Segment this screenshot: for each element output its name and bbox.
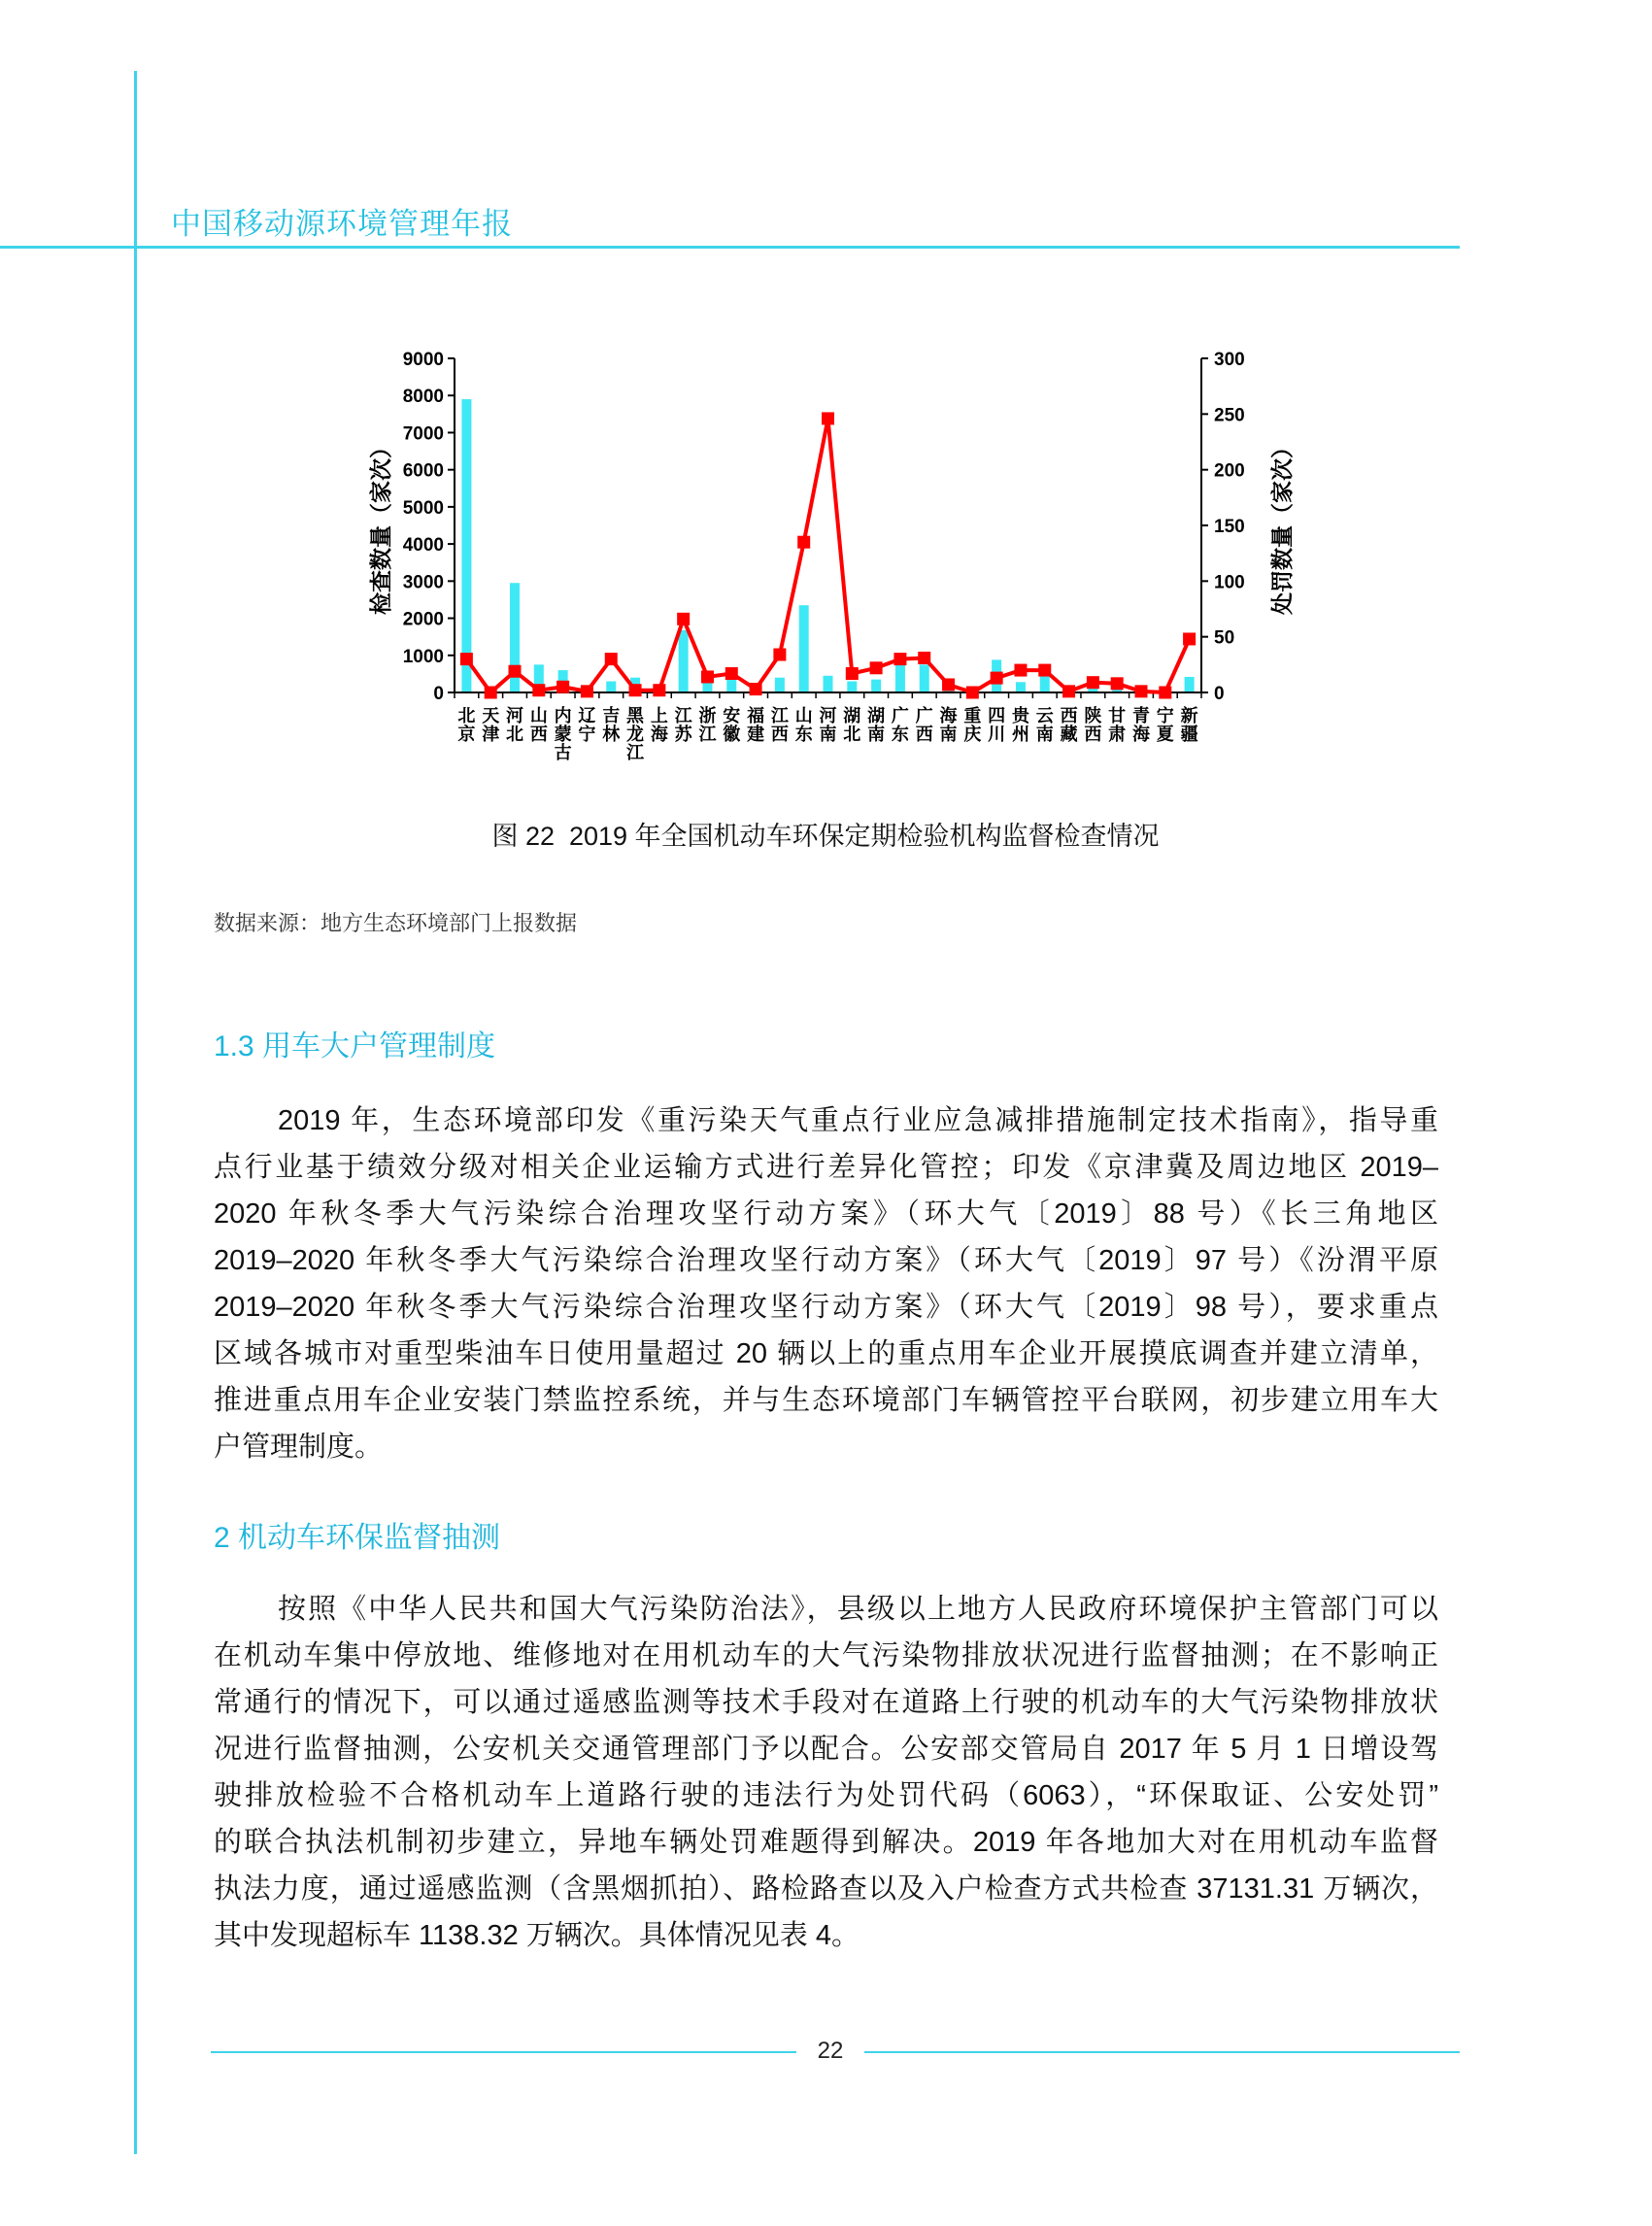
line-marker — [556, 681, 569, 693]
y-tick-label-right: 250 — [1214, 405, 1245, 426]
y-tick-label-left: 7000 — [402, 423, 444, 445]
x-tick-label: 山西 — [529, 706, 548, 744]
line-marker — [773, 649, 786, 661]
line-marker — [1134, 685, 1147, 697]
x-tick-label: 内蒙古 — [554, 706, 572, 762]
paragraph-2 — [214, 1586, 1438, 1959]
y-tick-label-left: 0 — [433, 684, 444, 704]
paragraph-line: 按照《中华人民共和国大气污染防治法》，县级以上地方人民政府环境保护主管部门可以 — [278, 1594, 1438, 1625]
line-marker — [581, 685, 593, 697]
x-tick-label: 黑龙江 — [626, 706, 645, 762]
y-tick-label-left: 5000 — [402, 497, 444, 519]
x-tick-label: 广东 — [891, 706, 909, 744]
x-tick-label: 河北 — [506, 706, 524, 744]
paragraph-line: 2019–2020 年秋冬季大气污染综合治理攻坚行动方案》（环大气〔2019〕97 号）《汾渭平原 — [214, 1245, 1438, 1276]
x-tick-label: 海南 — [939, 706, 958, 744]
bar — [606, 682, 616, 692]
line-marker — [1038, 664, 1051, 677]
bar — [461, 399, 471, 692]
line-marker — [1062, 685, 1075, 697]
y-tick-label-right: 150 — [1214, 517, 1245, 537]
line-marker — [1111, 677, 1124, 690]
paragraph-line: 推进重点用车企业安装门禁监控系统，并与生态环境部门车辆管控平台联网，初步建立用车大 — [214, 1385, 1438, 1416]
y-tick-label-right: 0 — [1214, 684, 1225, 704]
bar — [920, 664, 929, 692]
line-marker — [1183, 632, 1196, 645]
paragraph-line: 2019 年，生态环境部印发《重污染天气重点行业应急减排措施制定技术指南》，指导重 — [278, 1105, 1438, 1136]
section-heading-2: 2 机动车环保监督抽测 — [214, 1522, 501, 1554]
x-tick-label: 浙江 — [698, 706, 717, 744]
section-heading-1-3: 1.3 用车大户管理制度 — [214, 1030, 496, 1062]
y-tick-label-left: 3000 — [402, 572, 444, 593]
bar — [871, 680, 881, 692]
line-marker — [750, 683, 762, 695]
y-tick-label-right: 50 — [1214, 627, 1235, 649]
line-marker — [1014, 664, 1027, 677]
x-tick-label: 福建 — [747, 706, 765, 744]
paragraph-1-3 — [214, 1097, 1438, 1470]
x-tick-label: 陕西 — [1084, 706, 1102, 744]
paragraph-line: 常通行的情况下，可以通过遥感监测等技术手段对在道路上行驶的机动车的大气污染物排放状 — [214, 1687, 1438, 1718]
x-tick-label: 吉林 — [602, 706, 621, 744]
paragraph-line: 况进行监督抽测，公安机关交通管理部门予以配合。公安部交管局自 2017 年 5 月 1 日增设驾 — [214, 1734, 1438, 1765]
line-marker — [701, 670, 714, 683]
paragraph-line: 其中发现超标车 1138.32 万辆次。具体情况见表 4。 — [214, 1920, 860, 1951]
line-marker — [677, 613, 690, 625]
x-tick-label: 宁夏 — [1156, 706, 1174, 744]
line-marker — [822, 412, 834, 424]
x-tick-label: 安徽 — [723, 706, 741, 744]
line-marker — [1159, 687, 1171, 699]
bar — [1016, 682, 1026, 692]
line-marker — [942, 678, 955, 691]
x-tick-label: 北京 — [457, 706, 476, 744]
y-tick-label-left: 6000 — [402, 460, 444, 482]
data-source-note: 数据来源：地方生态环境部门上报数据 — [214, 911, 578, 935]
x-tick-label: 贵州 — [1011, 706, 1029, 744]
x-tick-label: 湖北 — [843, 706, 861, 744]
paragraph-line: 户管理制度。 — [214, 1432, 384, 1463]
y-tick-label-right: 100 — [1214, 572, 1245, 593]
bar — [847, 682, 857, 692]
line-marker — [797, 536, 810, 549]
bar — [775, 678, 785, 692]
series-line — [466, 419, 1189, 692]
line-marker — [1087, 676, 1099, 689]
header-rule — [0, 246, 1460, 249]
line-marker — [629, 684, 642, 696]
y-tick-label-right: 200 — [1214, 460, 1245, 482]
margin-rule — [134, 71, 137, 2154]
paragraph-line: 的联合执法机制初步建立，异地车辆处罚难题得到解决。2019 年各地加大对在用机动车监督 — [214, 1827, 1438, 1858]
figure-caption: 图 22 2019 年全国机动车环保定期检验机构监督检查情况 — [491, 822, 1160, 851]
footer-rule-right — [864, 2051, 1460, 2053]
paragraph-line: 在机动车集中停放地、维修地对在用机动车的大气污染物排放状况进行监督抽测；在不影响正 — [214, 1640, 1438, 1671]
y-axis-right-title: 处罚数量（家次） — [1269, 436, 1295, 615]
paragraph-line: 2020 年秋冬季大气污染综合治理攻坚行动方案》（环大气〔2019〕88 号）《长三角地区 — [214, 1198, 1438, 1230]
line-marker — [532, 684, 545, 696]
paragraph-line: 区域各城市对重型柴油车日使用量超过 20 辆以上的重点用车企业开展摸底调查并建立清单， — [214, 1338, 1438, 1369]
x-tick-label: 河南 — [819, 706, 837, 744]
line-marker — [460, 653, 473, 665]
x-tick-label: 青海 — [1131, 706, 1150, 744]
x-tick-label: 广西 — [915, 706, 933, 744]
x-tick-label: 江苏 — [674, 706, 692, 744]
paragraph-line: 驶排放检验不合格机动车上道路行驶的违法行为处罚代码（6063），“环保取证、公安处罚” — [214, 1780, 1438, 1811]
page-number: 22 — [817, 2038, 844, 2064]
x-tick-label: 新疆 — [1180, 706, 1198, 744]
line-marker — [653, 684, 665, 696]
x-tick-label: 山东 — [794, 706, 813, 744]
x-tick-label: 湖南 — [867, 706, 886, 744]
x-tick-label: 重庆 — [963, 706, 982, 744]
line-marker — [966, 687, 979, 699]
inspection-chart — [350, 330, 1321, 787]
y-axis-left-title: 检查数量（家次） — [368, 436, 393, 615]
x-tick-label: 西藏 — [1060, 706, 1078, 744]
x-tick-label: 天津 — [482, 706, 500, 744]
y-tick-label-right: 300 — [1214, 350, 1245, 370]
line-marker — [725, 667, 738, 680]
line-marker — [846, 667, 859, 680]
paragraph-line: 执法力度，通过遥感监测（含黑烟抓拍）、路检路查以及入户检查方式共检查 37131.31 万辆次， — [214, 1873, 1438, 1905]
y-tick-label-left: 9000 — [402, 350, 444, 370]
line-marker — [991, 672, 1003, 685]
x-tick-label: 云南 — [1035, 706, 1054, 744]
line-marker — [893, 653, 906, 665]
paragraph-line: 2019–2020 年秋冬季大气污染综合治理攻坚行动方案》（环大气〔2019〕98 号），要求重点 — [214, 1292, 1438, 1323]
bar — [679, 630, 689, 692]
x-tick-label: 四川 — [988, 706, 1006, 744]
y-tick-label-left: 4000 — [402, 535, 444, 556]
x-tick-label: 辽宁 — [578, 706, 596, 744]
line-marker — [918, 652, 930, 664]
x-tick-label: 上海 — [650, 706, 668, 744]
line-marker — [870, 661, 883, 674]
footer-rule-left — [211, 2051, 796, 2053]
bar — [799, 605, 809, 692]
bar — [824, 676, 833, 692]
x-tick-label: 甘肃 — [1108, 706, 1127, 744]
line-marker — [509, 665, 522, 678]
running-header-title: 中国移动源环境管理年报 — [171, 207, 513, 241]
bar — [1185, 677, 1195, 692]
x-tick-label: 江西 — [770, 706, 789, 744]
y-tick-label-left: 2000 — [402, 609, 444, 630]
line-marker — [605, 653, 618, 665]
y-tick-label-left: 1000 — [402, 646, 444, 667]
y-tick-label-left: 8000 — [402, 387, 444, 408]
line-marker — [485, 687, 497, 699]
paragraph-line: 点行业基于绩效分级对相关企业运输方式进行差异化管控；印发《京津冀及周边地区 2019– — [214, 1152, 1438, 1183]
